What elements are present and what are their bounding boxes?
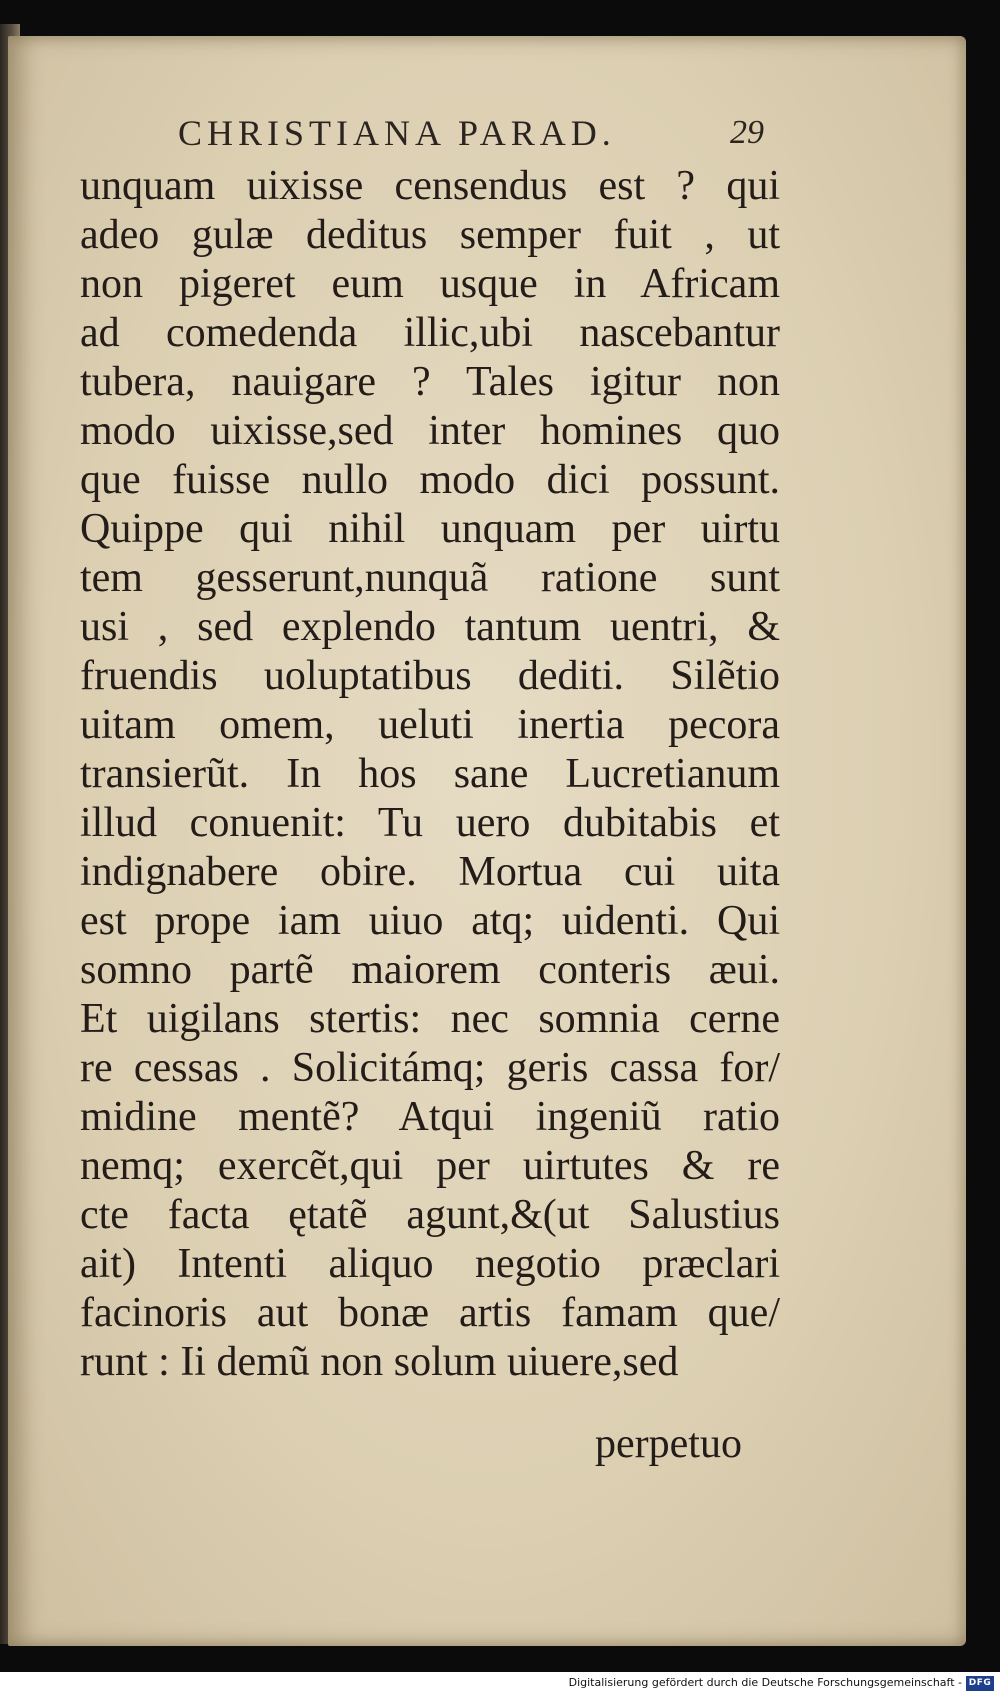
attribution-text: Digitalisierung gefördert durch die Deutsche Forschungsgemeinschaft - <box>568 1676 962 1689</box>
catchword: perpetuo <box>595 1421 742 1467</box>
text-line: facinoris aut bonæ artis famam que/ <box>80 1290 780 1336</box>
book-page <box>8 36 966 1646</box>
text-line: runt : Ii demũ non solum uiuere,sed <box>80 1339 679 1385</box>
text-line: adeo gulæ deditus semper fuit , ut <box>80 212 780 258</box>
text-line: tubera, nauigare ? Tales igitur non <box>80 359 780 405</box>
text-line: uitam omem, ueluti inertia pecora <box>80 702 780 748</box>
dfg-logo-icon: DFG <box>966 1676 994 1691</box>
text-line: cte facta ętatẽ agunt,&(ut Salustius <box>80 1192 780 1238</box>
text-line: non pigeret eum usque in Africam <box>80 261 780 307</box>
page-text <box>8 36 966 1646</box>
text-line: re cessas . Solicitámq; geris cassa for/ <box>80 1045 780 1091</box>
text-line: fruendis uoluptatibus dediti. Silẽtio <box>80 653 780 699</box>
text-line: midine mentẽ? Atqui ingeniũ ratio <box>80 1094 780 1140</box>
text-line: usi , sed explendo tantum uentri, & <box>80 604 780 650</box>
text-line: Et uigilans stertis: nec somnia cerne <box>80 996 780 1042</box>
body-text <box>80 162 780 1387</box>
text-line: ait) Intenti aliquo negotio præclari <box>80 1241 780 1287</box>
text-line: transierũt. In hos sane Lucretianum <box>80 751 780 797</box>
text-line: ad comedenda illic,ubi nascebantur <box>80 310 780 356</box>
text-line: Quippe qui nihil unquam per uirtu <box>80 506 780 552</box>
text-line: illud conuenit: Tu uero dubitabis et <box>80 800 780 846</box>
attribution-footer <box>0 1672 1000 1696</box>
page-number: 29 <box>730 114 764 151</box>
text-line: unquam uixisse censendus est ? qui <box>80 163 780 209</box>
running-head: CHRISTIANA PARAD. <box>178 113 616 153</box>
text-line: nemq; exercẽt,qui per uirtutes & re <box>80 1143 780 1189</box>
text-line: que fuisse nullo modo dici possunt. <box>80 457 780 503</box>
text-line: tem gesserunt,nunquã ratione sunt <box>80 555 780 601</box>
text-line: modo uixisse,sed inter homines quo <box>80 408 780 454</box>
text-line: somno partẽ maiorem conteris æui. <box>80 947 780 993</box>
text-line: est prope iam uiuo atq; uidenti. Qui <box>80 898 780 944</box>
text-line: indignabere obire. Mortua cui uita <box>80 849 780 895</box>
